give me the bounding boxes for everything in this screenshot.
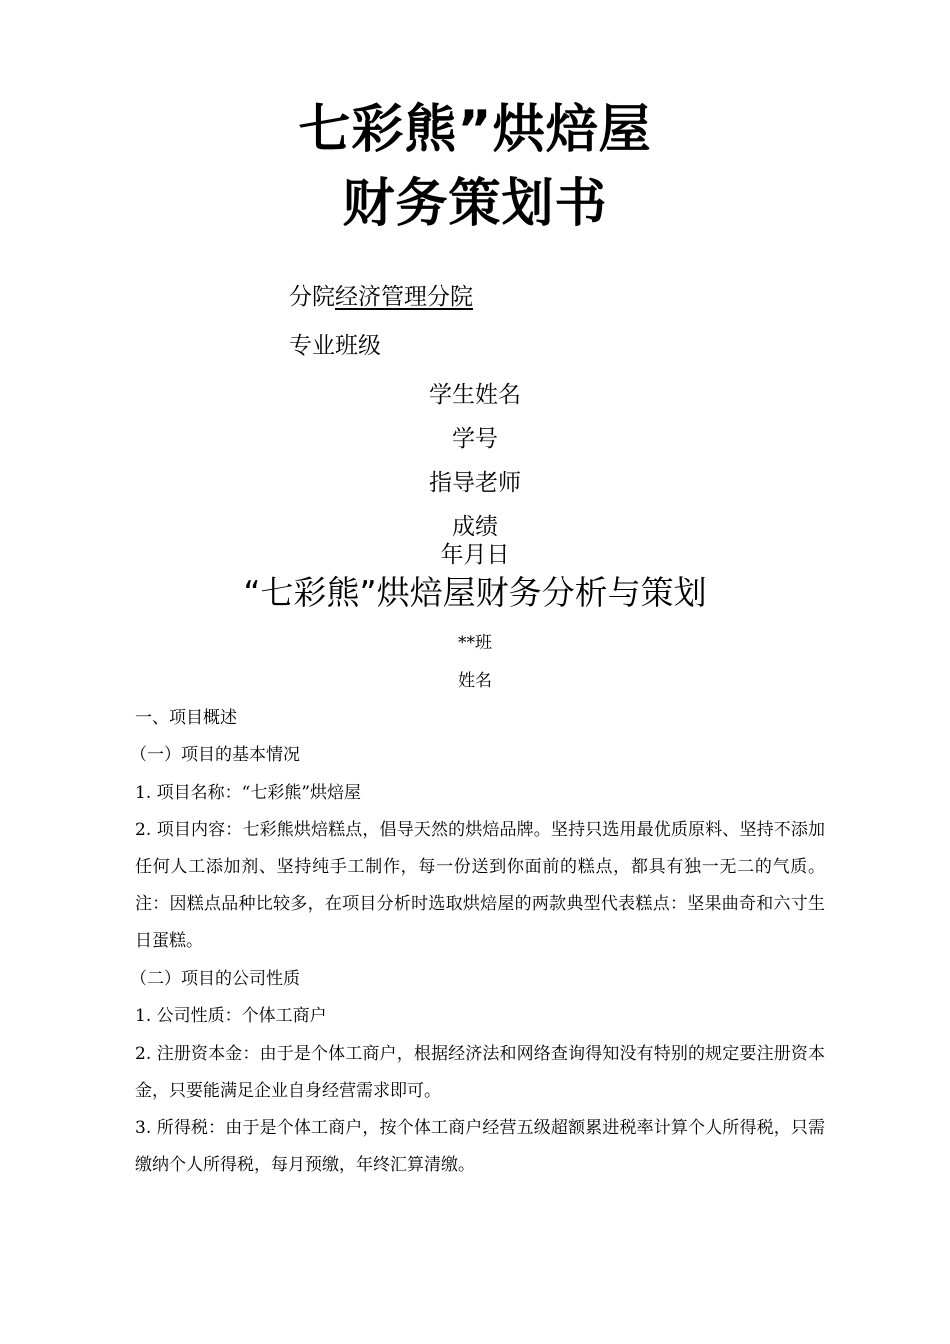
cover-title-line2: 财务策划书 [342, 174, 608, 234]
cover-grade-label: 成绩 [452, 514, 498, 540]
sub2-heading: （二）项目的公司性质 [130, 969, 300, 989]
item1-2-paragraph: 2. 项目内容：七彩熊烘焙糕点，倡导天然的烘焙品牌。坚持只选用最优质原料、坚持不添加任何人工添加剂、坚持纯手工制作，每一份送到你面前的糕点，都具有独一无二的气质。注：因糕点品种比较多，在项目分析时选取烘焙屋的两款典型代表糕点：坚果曲奇和六寸生日蛋糕。 [135, 820, 825, 951]
cover-class-label: 专业班级 [289, 333, 381, 359]
item2-3-paragraph: 3. 所得税：由于是个体工商户，按个体工商户经营五级超额累进税率计算个人所得税，只需缴纳个人所得税，每月预缴，年终汇算清缴。 [135, 1118, 825, 1175]
document-title: “七彩熊”烘焙屋财务分析与策划 [243, 573, 707, 612]
sub1-heading: （一）项目的基本情况 [130, 745, 300, 765]
cover-student-name-label: 学生姓名 [429, 382, 521, 408]
item2-1: 1. 公司性质：个体工商户 [135, 1006, 327, 1026]
section1-heading: 一、项目概述 [135, 708, 237, 728]
cover-title-line1: 七彩熊”烘焙屋 [298, 100, 652, 160]
cover-branch-field [289, 286, 473, 309]
cover-student-id-label: 学号 [452, 426, 498, 452]
item2-2-paragraph: 2. 注册资本金：由于是个体工商户，根据经济法和网络查询得知没有特别的规定要注册资本金，只要能满足企业自身经营需求即可。 [135, 1044, 825, 1101]
document-class-line: **班 [458, 633, 492, 653]
cover-date-label: 年月日 [440, 542, 510, 568]
item1-1: 1. 项目名称：“七彩熊”烘焙屋 [135, 783, 362, 803]
cover-advisor-label: 指导老师 [429, 470, 521, 496]
document-name-line: 姓名 [458, 671, 492, 691]
cover-branch-value: 经济管理分院 [335, 284, 473, 310]
cover-branch-label: 分院 [289, 284, 335, 310]
